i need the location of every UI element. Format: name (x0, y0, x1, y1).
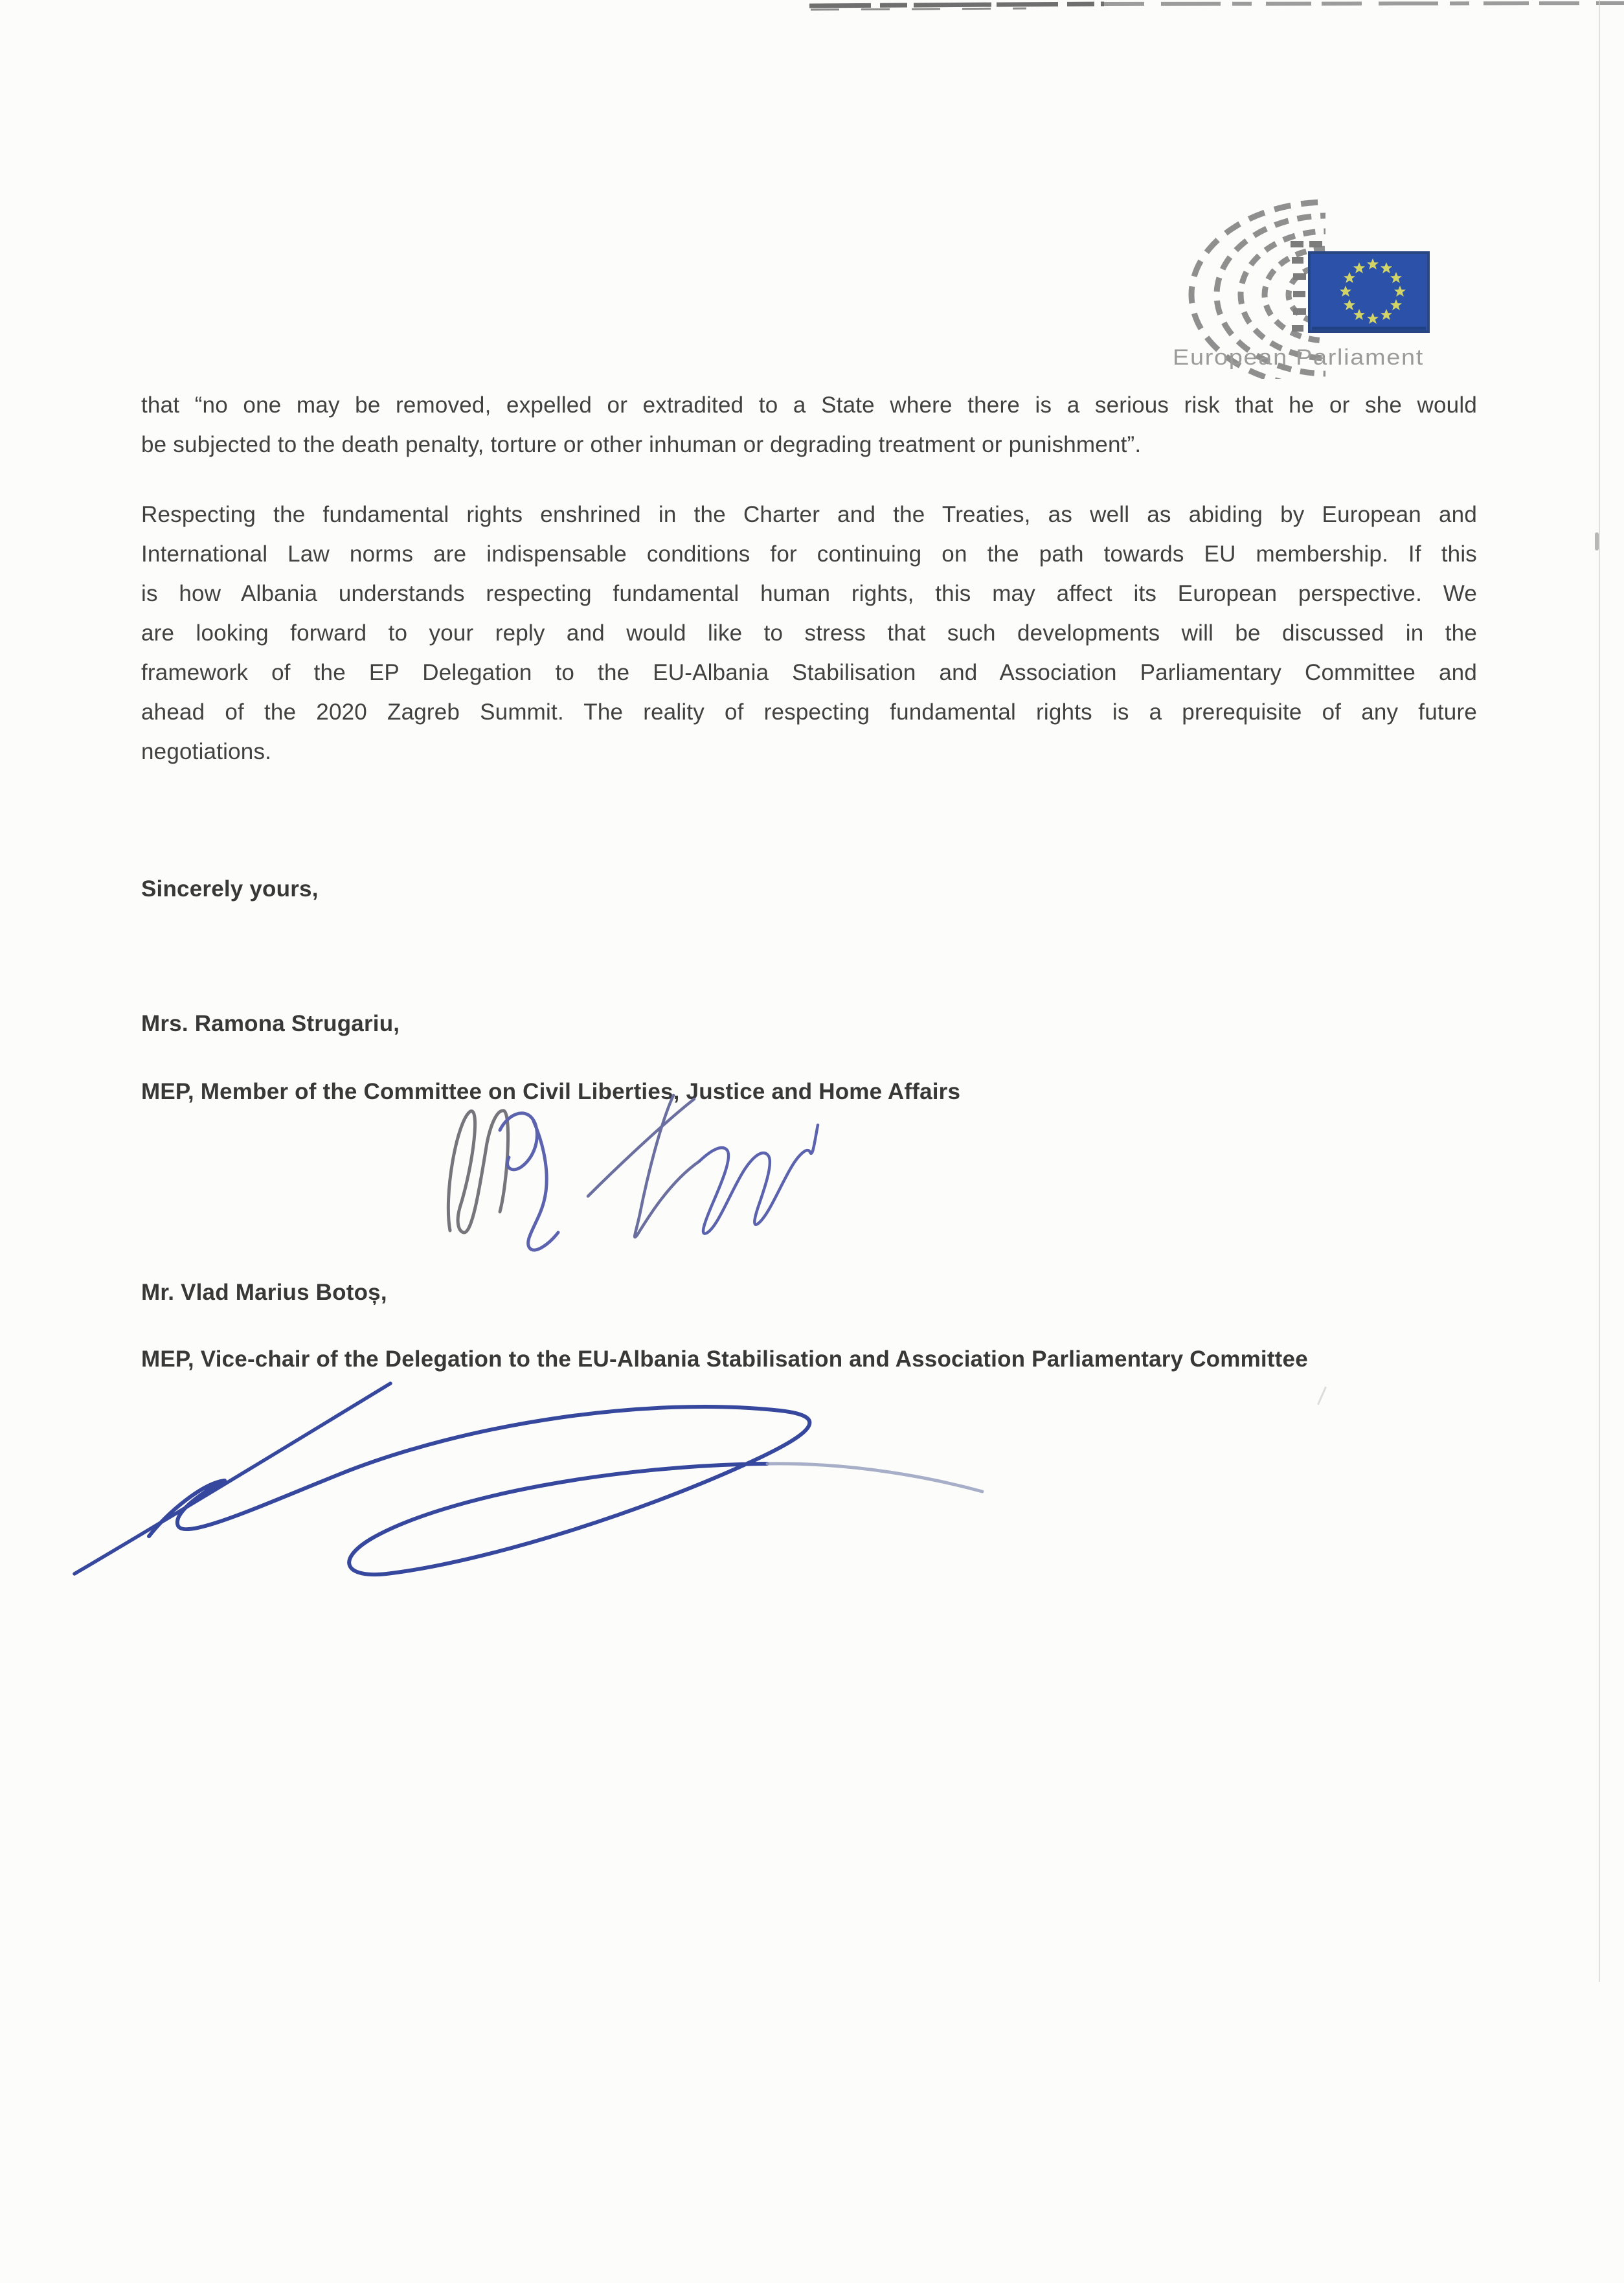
logo-wordmark: European Parliament (1173, 345, 1424, 370)
closing-line: Sincerely yours, (141, 876, 319, 902)
signer2-name: Mr. Vlad Marius Botoș, (141, 1280, 387, 1305)
scan-slash-artifact (1317, 1387, 1327, 1405)
scan-streak-artifact (0, 0, 1624, 16)
signer1-title: MEP, Member of the Committee on Civil Liberties, Justice and Home Affairs (141, 1079, 961, 1104)
paragraph-2 (141, 495, 1477, 771)
paragraph-1 (141, 385, 1477, 464)
text-line: that “no one may be removed, expelled or extradited to a State where there is a serious risk that he or she would (141, 392, 1477, 418)
signature-botos-ink (62, 1360, 981, 1584)
text-line: are looking forward to your reply and would like to stress that such developments will be discussed in the (141, 620, 1477, 646)
text-line: Respecting the fundamental rights enshrined in the Charter and the Treaties, as well as abiding by European and (141, 502, 1477, 527)
signer1-name: Mrs. Ramona Strugariu, (141, 1011, 400, 1036)
text-line: framework of the EP Delegation to the EU-Albania Stabilisation and Association Parliamentary Committee and (141, 660, 1477, 685)
text-line: be subjected to the death penalty, torture or other inhuman or degrading treatment or punishment”. (141, 432, 1142, 457)
signature-strugariu-ink (395, 1085, 822, 1260)
signer2-title: MEP, Vice-chair of the Delegation to the EU-Albania Stabilisation and Association Parliamentary Committee (141, 1346, 1308, 1372)
text-line: International Law norms are indispensable conditions for continuing on the path towards EU membership. If this (141, 541, 1477, 567)
scan-edge-blob-artifact (1595, 532, 1599, 551)
text-line: is how Albania understands respecting fundamental human rights, this may affect its European perspective. We (141, 581, 1477, 606)
text-line: negotiations. (141, 739, 272, 764)
eu-flag (1309, 253, 1428, 332)
text-line: ahead of the 2020 Zagreb Summit. The reality of respecting fundamental rights is a prerequisite of any future (141, 699, 1477, 725)
european-parliament-logo (1162, 185, 1486, 379)
scan-edge-artifact (1599, 0, 1600, 1982)
